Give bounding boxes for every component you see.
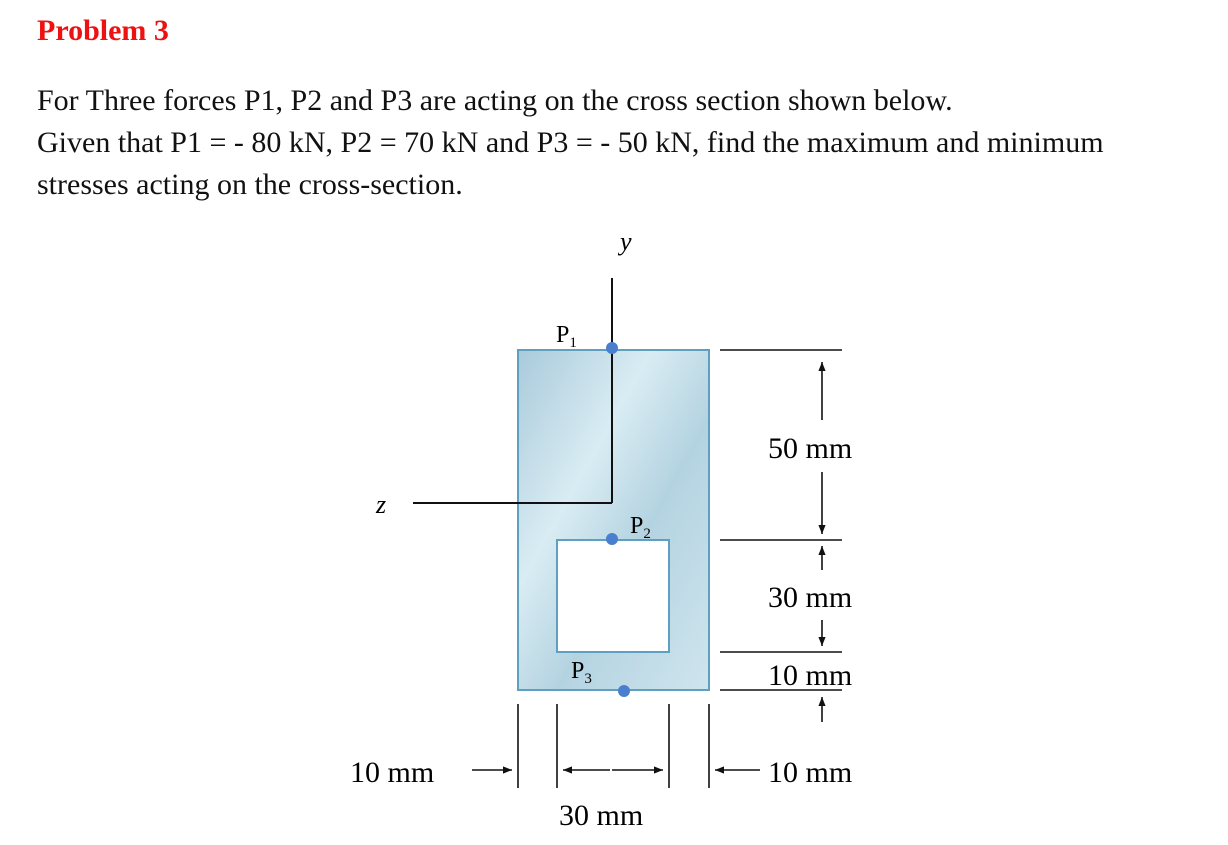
p3-label: $P_3$ [571, 658, 592, 687]
statement-line-1: For Three forces P1, P2 and P3 are acting on the cross section shown below. [37, 84, 953, 117]
cross-section-body [518, 350, 709, 690]
y-axis-label: y [620, 227, 632, 256]
p1-label: $P_1$ [556, 322, 577, 351]
dim-right-wall-label: 10 mm [768, 756, 853, 789]
dim-hole-height-label: 30 mm [768, 581, 853, 614]
statement-line-2: Given that P1 = - 80 kN, P2 = 70 kN and P3 = - 50 kN, find the maximum and minimum [37, 126, 1104, 159]
dim-bottom-height-label: 10 mm [768, 659, 853, 692]
problem-title: Problem 3 [37, 14, 169, 47]
p2-label: $P_2$ [630, 513, 651, 542]
p2-point [606, 533, 618, 545]
dim-hole-width-label: 30 mm [559, 799, 644, 832]
statement-line-3: stresses acting on the cross-section. [37, 168, 463, 201]
dim-left-wall-label: 10 mm [350, 756, 435, 789]
dim-top-height-label: 50 mm [768, 432, 853, 465]
p3-point [618, 685, 630, 697]
p1-point [606, 342, 618, 354]
z-axis-label: z [376, 490, 387, 519]
